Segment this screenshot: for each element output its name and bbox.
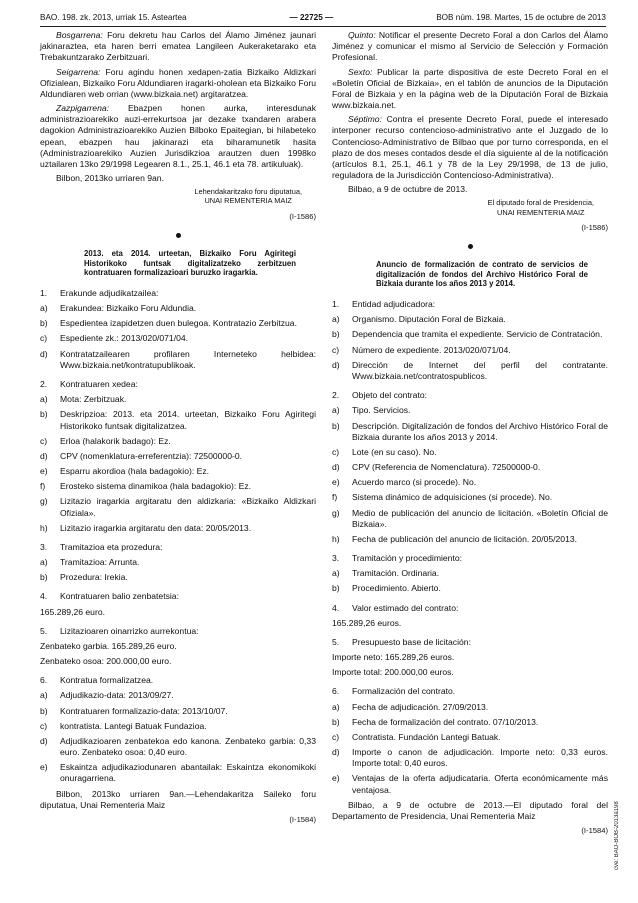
list-item [332,508,608,530]
list-item [40,349,316,371]
item-text: Esparru akordioa (hala badagokio): Ez. [60,466,210,477]
section-number: 5. [40,625,48,636]
section-number: 4. [332,602,340,613]
list-item [40,451,316,462]
signature-name: UNAI REMENTERIA MAIZ [204,196,292,206]
item-text: Mota: Zerbitzuak. [60,394,127,405]
list-item [332,534,608,545]
item-text: Deskripzioa: 2013. eta 2014. urteetan, Bizkaiko Foru Agiritegi Historikoko funtsak digitalizatzea. [60,409,316,431]
paragraph-text: Publicar la parte dispositiva de este Decreto Foral en el «Boletín Oficial de Bizkaia», en el tablón de anuncios de la Diputación Foral de Bizkaia y en la página web de la Diputación Foral de Bizkaia www.bizkaia.net. [332,66,608,111]
section-number: 4. [40,591,48,602]
section-number: 5. [332,636,340,647]
side-code: cve: BAO-BOB-2013a198 [614,801,620,870]
list-item [332,477,608,488]
item-label: d) [332,359,340,370]
budget-line: Zenbateko osoa: 200.000,00 euro. [40,656,172,667]
section-number: 3. [40,541,48,552]
signature-inner [194,187,302,206]
signature-role: Lehendakaritzako foru diputatua, [194,187,302,197]
budget-line: Importe neto: 165.289,26 euros. [332,652,455,663]
signature-name: UNAI REMENTERIA MAIZ [497,207,585,217]
announcement-title: Anuncio de formalización de contrato de servicios de digitalización de fondos del Archivo Histórico Foral de Bizkaia durante los años 2013 y 2014. [376,259,588,289]
list-item [332,568,608,579]
section-4-heading [40,591,316,602]
list-item [40,721,316,732]
item-text: Contratista. Fundación Lantegi Batuak. [352,731,501,742]
item-text: Erloa (halakorik badago): Ez. [60,435,171,446]
list-item [40,496,316,518]
item-label: g) [332,507,340,518]
list-item [332,360,608,382]
list-item [40,481,316,492]
item-label: d) [40,348,48,359]
item-text: Espedientea izapidetzen duen bulegoa. Kontratazio Zerbitzua. [60,318,297,329]
item-text: Erosteko sistema dinamikoa (hala badagokio): Ez. [60,481,252,492]
budget-line: Zenbateko garbia. 165.289,26 euro. [40,640,177,651]
list-item [40,436,316,447]
section-title: Tramitación y procedimiento: [352,553,463,564]
section-title: Kontratuaren xedea: [60,379,138,389]
item-text: kontratista. Lantegi Batuak Fundazioa. [60,720,207,731]
list-item [40,318,316,329]
list-item [40,557,316,568]
paragraph-text: Foru agindu honen xedapen-zatia Bizkaiko Aldizkari Ofizialean, Bizkaiko Foru Aldundiaren iragarki-oholean eta Bizkaiko Foru Aldundiaren web orrian (www.bizkaia.net) argitaratzea. [40,66,316,99]
item-label: a) [332,568,340,579]
paragraph-lead: Seigarrena: [56,66,101,77]
item-text: Ventajas de la oferta adjudicataria. Oferta económicamente más ventajosa. [352,773,608,795]
reference-code: (I-1586) [581,222,608,232]
announcement-title: 2013. eta 2014. urteetan, Bizkaiko Foru Agiritegi Historikoko funtsak digitalizatzeko zerbitzuen kontratuaren formalizazioari buruzko iragarkia. [84,248,296,278]
section-title: Entidad adjudicadora: [352,299,436,310]
item-text: Espediente zk.: 2013/020/071/04. [60,333,189,344]
paragraph-lead: Bosgarrena: [56,30,103,40]
item-label: d) [332,462,340,473]
item-text: Importe o canon de adjudicación. Importe neto: 0,33 euros. Importe total: 0,40 euros. [352,747,608,769]
item-text: Procedimiento. Abierto. [352,583,441,594]
section-title: Tramitazioa eta prozedura: [60,541,163,552]
item-label: c) [40,333,48,344]
section-title: Presupuesto base de licitación: [352,636,471,647]
left-column [40,30,316,833]
page-number: — 22725 — [289,12,334,22]
item-label: c) [332,344,340,355]
item-label: a) [40,394,48,405]
decree-paragraph [332,67,608,112]
section-2-heading [40,379,316,390]
bullet-icon [468,244,473,249]
list-item [40,466,316,477]
paragraph-text: Notificar el presente Decreto Foral a don Carlos del Álamo Jiménez y comunicar el mismo al Servicio de Selección y Formación Profesional. [332,30,608,63]
decree-paragraph [332,114,608,181]
estimated-value: 165.289,26 euros. [332,617,402,628]
section-title: Erakunde adjudikatzailea: [60,287,159,298]
item-label: b) [40,409,48,420]
section-number: 6. [332,686,340,697]
section-number: 6. [40,675,48,686]
item-label: b) [40,705,48,716]
item-label: g) [40,496,48,507]
section-3-heading [332,553,608,564]
item-text: Prozedura: Irekia. [60,572,128,583]
item-label: a) [40,557,48,568]
item-label: a) [332,701,340,712]
item-text: Lizitazio iragarkia argitaratu den data: 20/05/2013. [60,522,252,533]
section-title: Formalización del contrato. [352,686,456,697]
reference-code: (I-1586) [289,211,316,221]
list-item [332,329,608,340]
list-item [40,523,316,534]
item-text: Descripción. Digitalización de fondos del Archivo Histórico Foral de Bizkaia durante los años 2013 y 2014. [352,420,608,442]
item-label: a) [40,303,48,314]
list-item [332,314,608,325]
item-label: f) [40,481,46,492]
item-label: c) [332,731,340,742]
list-item [332,492,608,503]
item-label: e) [332,773,340,784]
header-left: BAO. 198. zk. 2013, urriak 15. Asteartea [40,12,187,22]
item-text: Fecha de adjudicación. 27/09/2013. [352,701,489,712]
reference-code: (I-1584) [581,826,608,836]
item-text: Adjudikazio-data: 2013/09/27. [60,690,174,701]
section-title: Objeto del contrato: [352,390,428,401]
list-item [40,333,316,344]
item-label: b) [332,716,340,727]
list-item [40,762,316,784]
list-item [332,462,608,473]
separator-bullet [332,241,608,252]
paragraph-text: Contra el presente Decreto Foral, puede el interesado interponer recurso contencioso-administrativo ante el Juzgado de lo Contencioso-Administrativo de Bilbao que por turno corresponda, en el plazo de dos meses contados desde el día siguiente al de la notificación (artículos 8.1, 25.1, 46.1 y 78 de la Ley 29/1998, de 13 de julio, reguladora de la Jurisdicción Contencioso-Administrativa). [332,114,608,181]
list-item [332,447,608,458]
paragraph-lead: Zazpigarrena: [56,103,110,114]
section-1-heading [332,299,608,310]
header-right: BOB núm. 198. Martes, 15 de octubre de 2013 [436,12,606,22]
separator-bullet [40,230,316,241]
item-label: b) [332,583,340,594]
item-text: Tipo. Servicios. [352,405,411,416]
item-text: Fecha de formalización del contrato. 07/10/2013. [352,716,539,727]
item-label: b) [332,420,340,431]
item-label: c) [332,446,340,457]
closing-paragraph: Bilbon, 2013ko urriaren 9an.—Lehendakaritza Saileko foru diputatua, Unai Rementeria Maiz [40,788,316,810]
item-label: d) [40,450,48,461]
item-label: e) [40,762,48,773]
item-text: Sistema dinámico de adquisiciones (si procede). No. [352,492,553,503]
place-date: Bilbon, 2013ko urriaren 9an. [56,173,164,184]
decree-paragraph [40,30,316,64]
item-label: b) [332,329,340,340]
section-number: 3. [332,553,340,564]
item-text: Erakundea: Bizkaiko Foru Aldundia. [60,303,197,314]
item-label: c) [40,435,48,446]
list-item [332,732,608,743]
list-item [40,736,316,758]
section-title: Lizitazioaren oinarrizko aurrekontua: [60,625,199,636]
reference-code: (I-1584) [289,814,316,824]
section-2-heading [332,390,608,401]
section-number: 2. [40,379,48,389]
item-text: CPV (Referencia de Nomenclatura). 72500000-0. [352,462,541,473]
section-number: 1. [40,287,48,298]
item-text: Eskaintza adjudikaziodunaren abantailak: Eskaintza ekonomikoki onuragarriena. [60,762,316,784]
estimated-value: 165.289,26 euro. [40,606,105,617]
closing-paragraph: Bilbao, a 9 de octubre de 2013.—El diputado foral del Departamento de Presidencia, Unai Rementeria Maiz [332,799,608,821]
item-label: c) [40,720,48,731]
item-label: h) [332,533,340,544]
bullet-icon [176,233,181,238]
item-text: Medio de publicación del anuncio de licitación. «Boletín Oficial de Bizkaia». [352,507,608,529]
item-text: Tramitación. Ordinaria. [352,568,440,579]
item-label: h) [40,522,48,533]
paragraph-text: Foru dekretu hau Carlos del Álamo Jiménez jaunari jakinaraztea, eta haren berri ematea Langileen Aukeraketarako eta Trebakuntzarako Zerbitzuari. [40,30,316,63]
signature-block [332,198,594,217]
item-text: Tramitazioa: Arrunta. [60,557,140,568]
section-5-heading [40,626,316,637]
item-text: Fecha de publicación del anuncio de licitación. 20/05/2013. [352,533,578,544]
section-6-heading [332,686,608,697]
paragraph-lead: Séptimo: [348,114,382,125]
item-text: Kontratatzailearen profilaren Interneteko helbidea: Www.bizkaia.net/kontratupublikoak. [60,348,316,370]
decree-paragraph [40,103,316,170]
item-text: Lizitazio iragarkia argitaratu den aldizkaria: «Bizkaiko Aldizkari Ofiziala». [60,496,316,518]
item-label: b) [40,318,48,329]
signature-block [40,187,302,206]
paragraph-lead: Quinto: [348,30,376,40]
list-item [40,690,316,701]
item-text: Kontratuaren formalizazio-data: 2013/10/07. [60,705,228,716]
item-label: a) [332,405,340,416]
list-item [332,747,608,769]
decree-paragraph [40,67,316,101]
section-3-heading [40,542,316,553]
signature-role: El diputado foral de Presidencia, [487,198,594,208]
section-6-heading [40,675,316,686]
section-title: Kontratuaren balio zenbatetsia: [60,591,179,602]
list-item [332,345,608,356]
list-item [40,706,316,717]
list-item [40,409,316,431]
signature-inner [488,198,594,217]
item-text: Lote (en su caso). No. [352,446,437,457]
list-item [40,303,316,314]
section-title: Kontratua formalizatzea. [60,675,154,686]
item-text: Número de expediente. 2013/020/071/04. [352,344,511,355]
decree-paragraph [332,30,608,64]
place-date: Bilbao, a 9 de octubre de 2013. [348,184,468,195]
item-label: a) [40,690,48,701]
section-number: 1. [332,299,340,310]
list-item [332,421,608,443]
list-item [332,717,608,728]
section-1-heading [40,288,316,299]
paragraph-lead: Sexto: [348,66,373,77]
item-label: f) [332,492,338,503]
list-item [332,702,608,713]
list-item [40,394,316,405]
paragraph-text: Ebazpen honen aurka, interesdunak administrazioarekiko auzi-errekurtsoa jar dezake txandaren arabera dagokion Administrazioarekiko Auzien Bilboko Epaitegian, bi hilabeteko epean, ebazpen hau jakinarazi eta biharamunetik hasita (Administrazioarekiko Auzien Jurisdikzioa arautzen duen 1998ko uztailaren 13ko 29/1998 Legearen 8.1., 25.1, 46.1 eta 78. artikuluak). [40,103,316,169]
item-label: a) [332,314,340,325]
right-column [332,30,608,844]
item-text: Dependencia que tramita el expediente. Servicio de Contratación. [352,329,603,340]
list-item [332,583,608,594]
section-5-heading [332,637,608,648]
section-title: Valor estimado del contrato: [352,602,459,613]
item-text: CPV (nomenklatura-erreferentzia): 72500000-0. [60,450,242,461]
section-4-heading [332,603,608,614]
page-header [40,10,606,27]
list-item [40,572,316,583]
item-text: Dirección de Internet del perfil del contratante. Www.bizkaia.net/contratospublicos. [352,359,608,381]
list-item [332,773,608,795]
item-text: Acuerdo marco (si procede). No. [352,477,477,488]
budget-line: Importe total: 200.000,00 euros. [332,667,454,678]
item-label: d) [40,735,48,746]
item-label: e) [332,477,340,488]
item-label: b) [40,572,48,583]
item-text: Organismo. Diputación Foral de Bizkaia. [352,314,506,325]
section-number: 2. [332,390,340,401]
item-label: d) [332,747,340,758]
item-text: Adjudikazioaren zenbatekoa edo kanona. Zenbateko garbia: 0,33 euro. Zenbateko osoa: 0,40 euro. [60,735,316,758]
item-label: e) [40,466,48,477]
list-item [332,405,608,416]
